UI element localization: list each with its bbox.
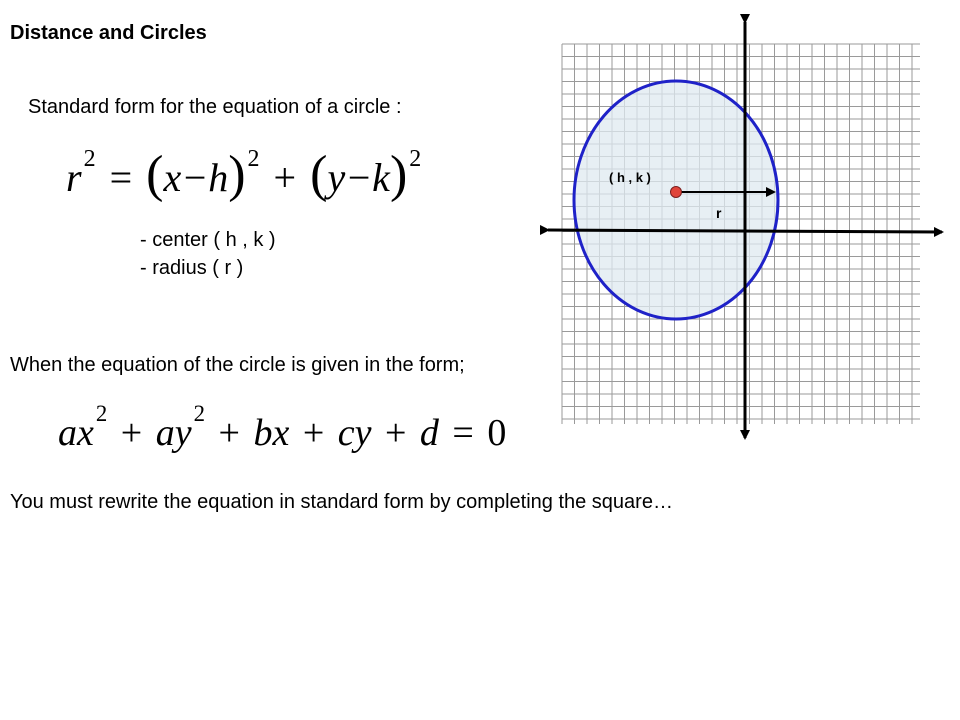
eq-lhs: r [66,155,82,200]
paren-close: ) [389,146,408,203]
eq-equals: = [109,155,133,200]
eq-term2-exponent: 2 [409,145,422,172]
gen-term-d: d [419,412,439,454]
paren-open: ( [146,146,164,203]
bullet-radius: - radius ( r ) [140,257,244,279]
gen-zero: 0 [487,412,507,454]
gen-equals: = [452,412,474,454]
center-label: ( h , k ) [609,170,651,185]
gen-term-ax-exponent: 2 [95,401,108,427]
conclusion-text: You must rewrite the equation in standard form by completing the square… [10,491,673,513]
general-form-intro: When the equation of the circle is given in the form; [10,354,465,376]
eq-term1-exponent: 2 [247,145,260,172]
gen-term-ax: ax [58,412,94,454]
gen-term-ay: ay [155,412,192,454]
eq-lhs-exponent: 2 [83,145,96,172]
gen-plus: + [120,412,143,454]
gen-plus: + [218,412,240,454]
page-title: Distance and Circles [10,22,207,44]
gen-term-cy: cy [337,412,372,454]
bullet-center: - center ( h , k ) [140,229,276,251]
gen-term-bx: bx [253,412,290,454]
gen-plus: + [384,412,407,454]
radius-label: r [716,205,722,221]
paren-open: ( [310,146,328,203]
circle-shape [574,81,778,319]
eq-plus: + [273,155,297,200]
eq-term1: x−h [163,155,229,200]
gen-term-ay-exponent: 2 [193,401,205,427]
gen-plus: + [302,412,325,454]
paren-close: ) [228,146,246,203]
center-point [671,187,682,198]
eq-term2: y−k [327,155,390,200]
standard-form-heading: Standard form for the equation of a circle : [28,96,402,118]
